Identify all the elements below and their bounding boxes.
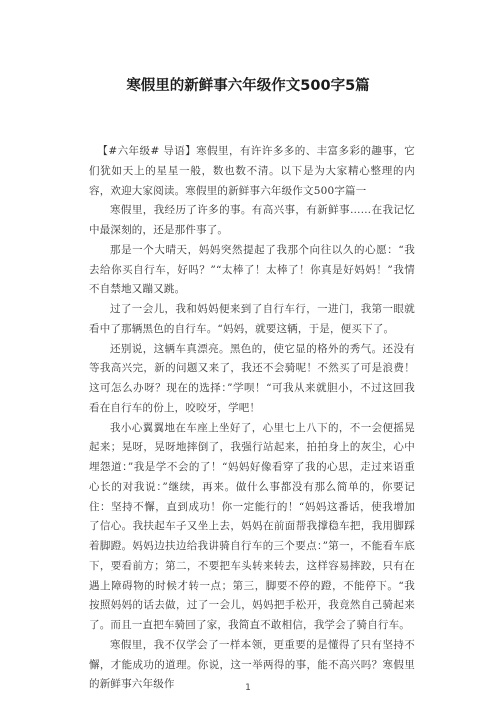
document-title: 寒假里的新鲜事六年级作文500字5篇 xyxy=(126,78,370,94)
paragraph: 寒假里，我不仅学会了一样本领，更重要的是懂得了只有坚持不懈，才能成功的道理。你说，这一举两得的事，能不高兴吗？寒假里的新鲜事六年级作 xyxy=(89,638,415,691)
document-body xyxy=(89,142,415,695)
paragraph: 还别说，这辆车真漂亮。黑色的，使它显的格外的秀气。还没有等我高兴完，新的问题又来了，我还不会骑呢！不然买了可是浪费！这可怎么办呀？现在的选择：”学呗！“可我从来就胆小，不过这回我看在自行车的份上，咬咬牙，学吧！ xyxy=(89,342,415,414)
paragraph: 那是一个大晴天，妈妈突然提起了我那个向往以久的心愿：“我去给你买自行车，好吗？”“太棒了！太棒了！你真是好妈妈！”我情不自禁地又蹦又跳。 xyxy=(89,243,415,296)
paragraph: 我小心翼翼地在车座上坐好了，心里七上八下的，不一会便摇晃起来；晃呀，晃呀地摔倒了，我强行站起来，拍拍身上的灰尘，心中埋怨道：”我是学不会的了！“妈妈好像看穿了我的心思，走过来语重心长的对我说：”继续，再来。做什么事都没有那么简单的，你要记住：坚持不懈，直到成功！你一定能行的！“妈妈这番话，使我增加了信心。我扶起车子又坐上去，妈妈在前面帮我撑稳车把，我用脚踩着脚蹬。妈妈边扶边给我讲骑自行车的三个要点：”第一，不能看车底下，要看前方；第二，不要把车头转来转去，这样容易摔跤，只有在遇上障碍物的时候才转一点；第三，脚要不停的蹬，不能停下。“我按照妈妈的话去做，过了一会儿，妈妈把手松开，我竟然自己骑起来了。而且一直把车骑回了家，我简直不敢相信，我学会了骑自行车。 xyxy=(89,421,415,631)
page-number: 1 xyxy=(245,683,251,693)
paragraph-intro: 【#六年级# 导语】寒假里，有许许多多的、丰富多彩的趣事，它们犹如天上的星星一般，数也数不清。以下是为大家精心整理的内容，欢迎大家阅读。寒假里的新鲜事六年级作文500字篇一 xyxy=(89,145,415,197)
paragraph: 寒假里，我经历了许多的事。有高兴事，有新鲜事……在我记忆中最深刻的，还是那件事了。 xyxy=(89,204,415,236)
paragraph: 过了一会儿，我和妈妈便来到了自行车行，一进门，我第一眼就看中了那辆黑色的自行车。“妈妈，就要这辆，于是，便买下了。 xyxy=(89,303,415,335)
